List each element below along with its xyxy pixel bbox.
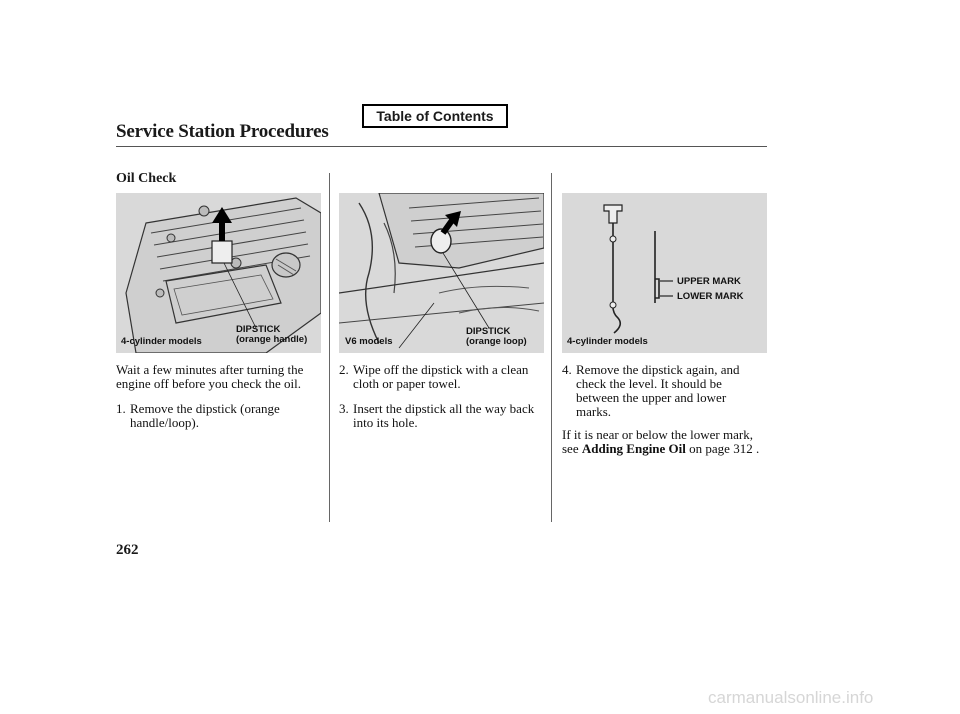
figure-1-callout-line1: DIPSTICK (236, 324, 281, 335)
step-3-number: 3. (339, 401, 349, 416)
figure-dipstick-marks (562, 193, 767, 353)
adding-engine-oil-link[interactable]: Adding Engine Oil (581, 441, 686, 456)
table-of-contents-button[interactable]: Table of Contents (362, 104, 508, 128)
figure-1-caption: 4-cylinder models (121, 336, 202, 347)
step-2-text (353, 363, 528, 391)
figure-1-callout-line2: (orange handle) (236, 334, 308, 345)
subheading-oil-check: Oil Check (116, 171, 177, 186)
step-1-number: 1. (116, 401, 126, 416)
page-number: 262 (116, 542, 139, 558)
figure-2-callout-line2: (orange loop) (466, 336, 527, 347)
note-paragraph (562, 428, 767, 456)
lower-mark-label: LOWER MARK (677, 291, 744, 302)
dipstick-illustration (562, 193, 767, 353)
step-4-line-2: check the level. It should be (576, 376, 722, 391)
v6-engine-illustration (339, 193, 544, 353)
figure-3-caption: 4-cylinder models (567, 336, 648, 347)
step-4 (562, 363, 767, 421)
note-suffix: on page 312 . (689, 441, 760, 456)
step-1-line-2: handle/loop). (130, 415, 199, 430)
note-line-1: If it is near or below the lower mark, (562, 427, 753, 442)
step-3-line-2: into its hole. (353, 415, 418, 430)
step-2 (339, 363, 549, 393)
column-divider-1 (329, 173, 330, 522)
step-1-line-1: Remove the dipstick (orange (130, 401, 280, 416)
figure-2-caption: V6 models (345, 336, 393, 347)
step-4-line-1: Remove the dipstick again, and (576, 362, 740, 377)
watermark: carmanualsonline.info (708, 688, 874, 707)
step-4-number: 4. (562, 362, 572, 377)
note-prefix: see (562, 441, 579, 456)
step-3-text (353, 402, 534, 430)
step-2-line-1: Wipe off the dipstick with a clean (353, 362, 529, 377)
step-4-line-4: marks. (576, 404, 612, 419)
intro-line-2: engine off before you check the oil. (116, 376, 301, 391)
step-2-line-2: cloth or paper towel. (353, 376, 461, 391)
engine-cover-illustration (116, 193, 321, 353)
section-title: Service Station Procedures (116, 121, 329, 142)
figure-2-callout-line1: DIPSTICK (466, 326, 511, 337)
intro-paragraph (116, 363, 303, 391)
step-4-text (576, 363, 740, 419)
step-3-line-1: Insert the dipstick all the way back (353, 401, 535, 416)
upper-mark-label: UPPER MARK (677, 276, 741, 287)
step-4-line-3: between the upper and lower (576, 390, 727, 405)
figure-v6-engine (339, 193, 544, 353)
column-divider-2 (551, 173, 552, 522)
intro-line-1: Wait a few minutes after turning the (116, 362, 304, 377)
step-1 (116, 402, 326, 432)
step-2-number: 2. (339, 362, 349, 377)
step-1-text (130, 402, 280, 430)
header-rule (116, 146, 767, 147)
note-line-2 (562, 442, 767, 456)
figure-4cyl-engine (116, 193, 321, 353)
step-3 (339, 402, 549, 432)
